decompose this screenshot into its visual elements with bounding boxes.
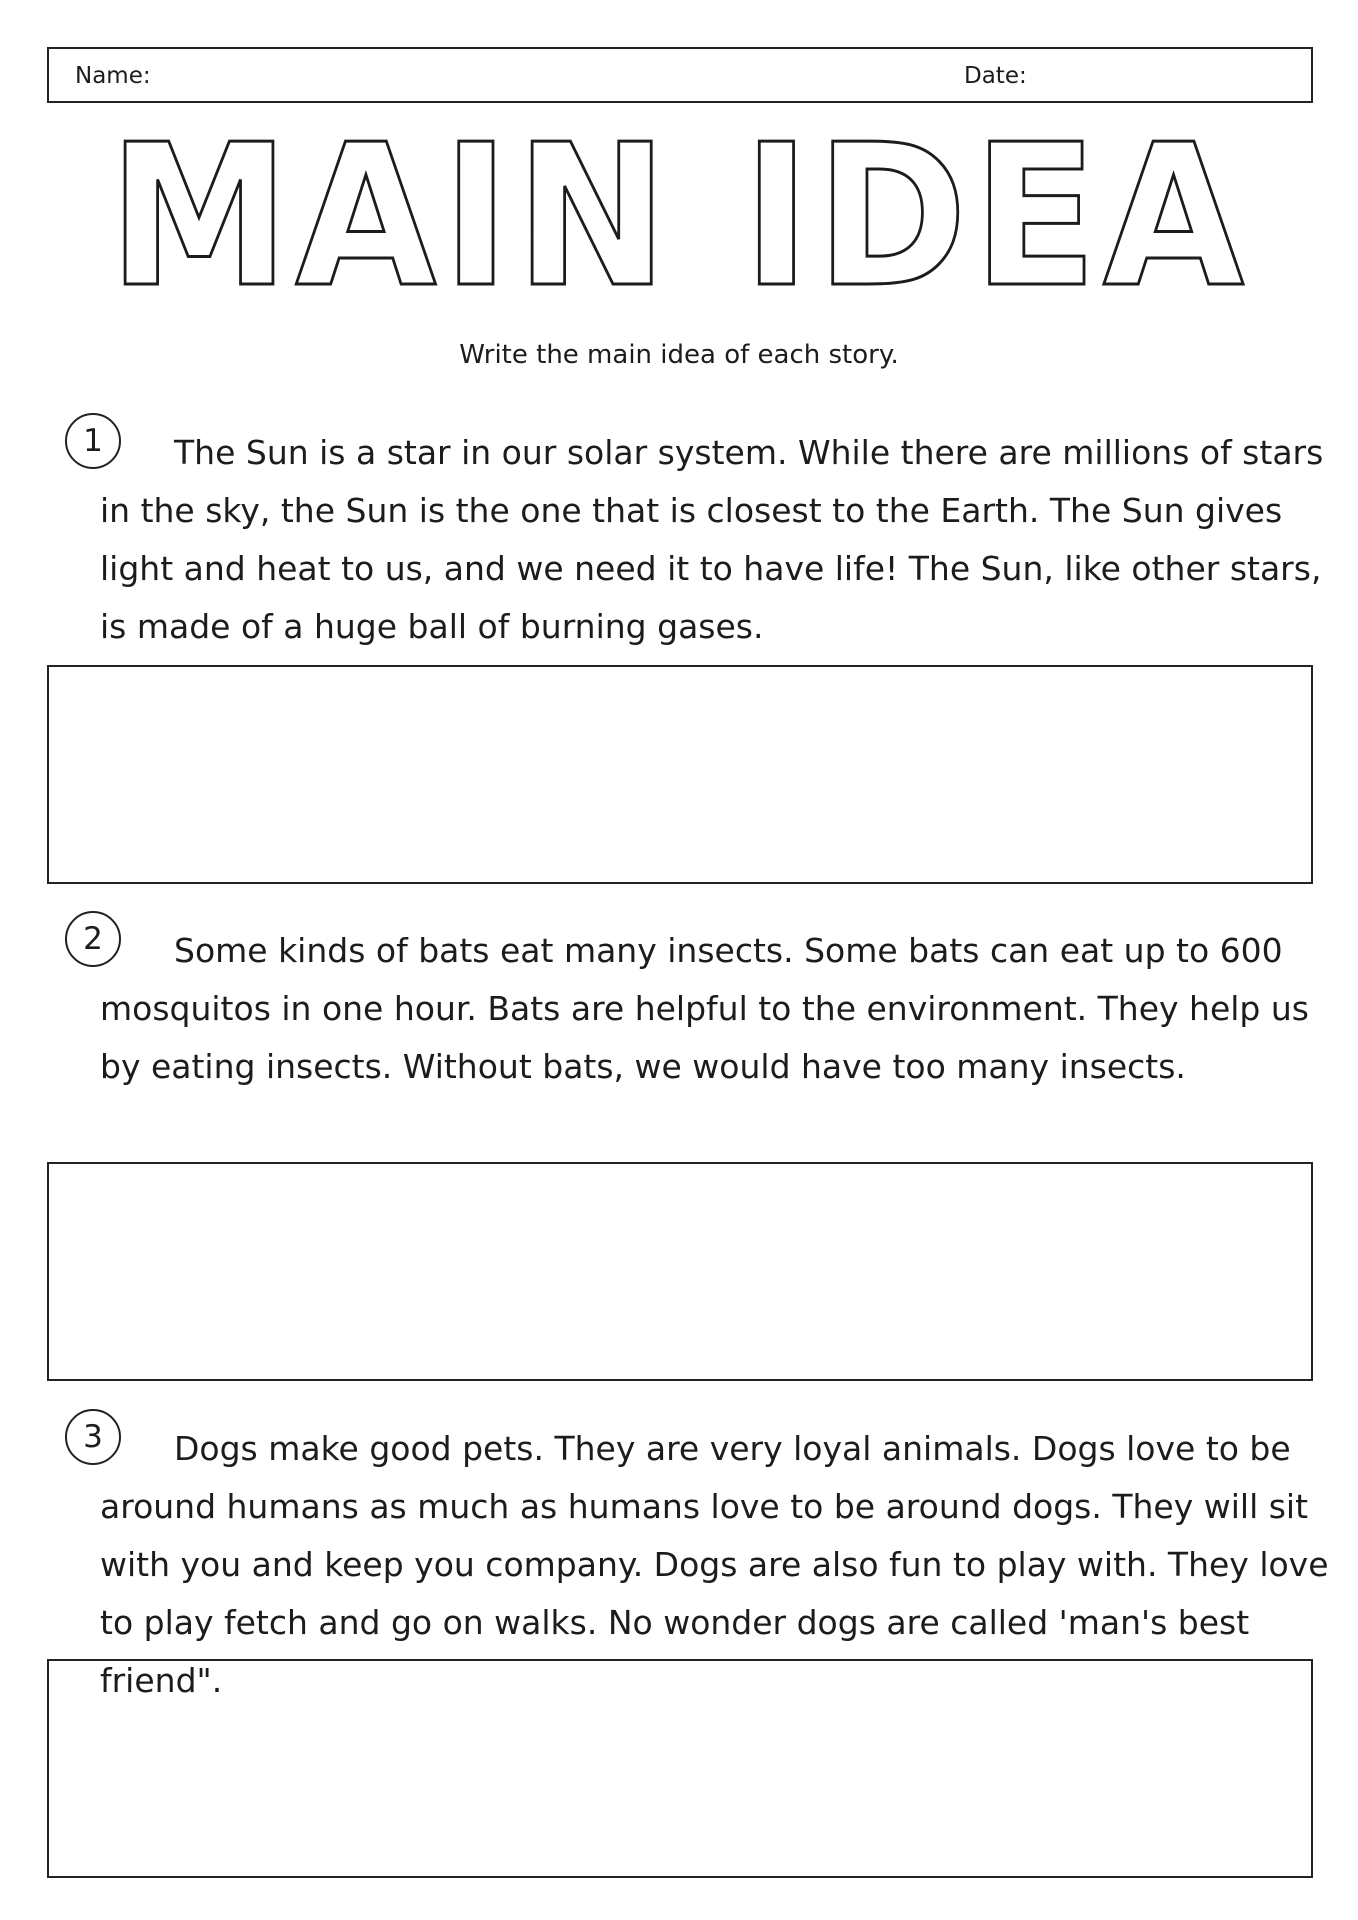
name-label: Name:: [75, 63, 151, 89]
answer-box-2[interactable]: [47, 1162, 1313, 1381]
answer-box-3[interactable]: [47, 1659, 1313, 1878]
story-1-text: The Sun is a star in our solar system. While there are millions of stars in the sky, the Sun is the one that is closest to the Earth. The Sun gives light and heat to us, and we need it to have life! The Sun, like other stars, is made of a huge ball of burning gases.: [100, 433, 1324, 646]
story-number-1: 1: [65, 413, 121, 469]
story-number-2: 2: [65, 911, 121, 967]
instructions: Write the main idea of each story.: [459, 340, 899, 370]
answer-box-1[interactable]: [47, 665, 1313, 884]
story-2-text: Some kinds of bats eat many insects. Some bats can eat up to 600 mosquitos in one hour. Bats are helpful to the environment. They help us by eating insects. Without bats, we would have too many insects.: [100, 931, 1309, 1086]
date-label: Date:: [964, 63, 1027, 89]
story-number-3: 3: [65, 1409, 121, 1465]
worksheet-title: MAIN IDEA: [108, 103, 1250, 331]
story-3-text: Dogs make good pets. They are very loyal animals. Dogs love to be around humans as much as humans love to be around dogs. They will sit with you and keep you company. Dogs are also fun to play with. They love to play fetch and go on walks. No wonder dogs are called 'man's best friend".: [100, 1429, 1329, 1700]
name-date-header: [47, 47, 1313, 103]
